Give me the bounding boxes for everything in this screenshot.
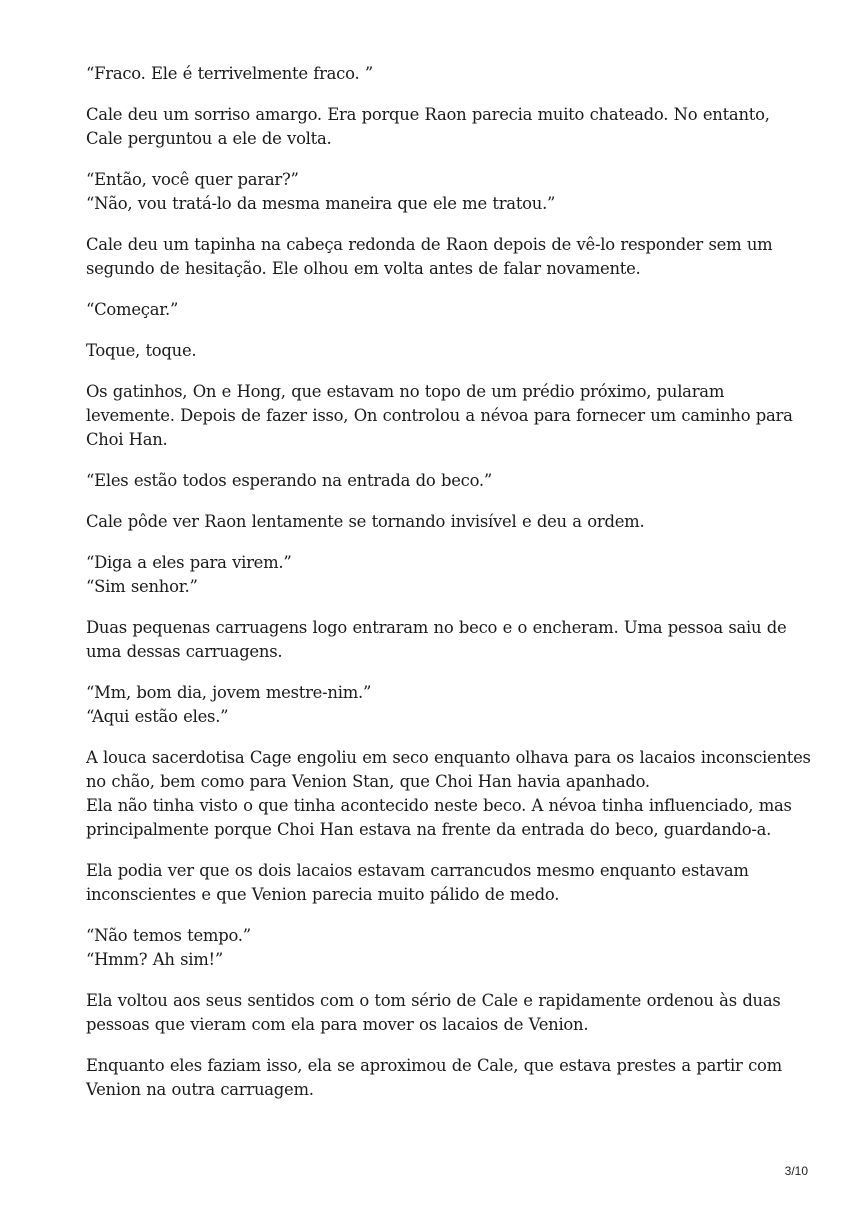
text-line: segundo de hesitação. Ele olhou em volta antes de falar novamente. — [86, 259, 641, 278]
text-line: Duas pequenas carruagens logo entraram no beco e o encheram. Uma pessoa saiu de — [86, 618, 787, 637]
text-line: no chão, bem como para Venion Stan, que Choi Han havia apanhado. — [86, 772, 650, 791]
text-line: “Diga a eles para virem.” — [86, 553, 292, 572]
paragraph — [86, 924, 786, 972]
text-line: “Eles estão todos esperando na entrada do beco.” — [86, 471, 493, 490]
text-line: “Mm, bom dia, jovem mestre-nim.” — [86, 683, 372, 702]
text-line: levemente. Depois de fazer isso, On controlou a névoa para fornecer um caminho para — [86, 406, 793, 425]
paragraph — [86, 989, 786, 1037]
paragraph — [86, 1054, 786, 1102]
text-line: Ela voltou aos seus sentidos com o tom sério de Cale e rapidamente ordenou às duas — [86, 991, 781, 1010]
text-line: Cale perguntou a ele de volta. — [86, 129, 332, 148]
paragraph — [86, 681, 786, 729]
text-line: A louca sacerdotisa Cage engoliu em seco enquanto olhava para os lacaios inconscientes — [86, 748, 811, 767]
text-line: Os gatinhos, On e Hong, que estavam no topo de um prédio próximo, pularam — [86, 382, 725, 401]
document-body — [86, 62, 811, 1102]
text-line: Ela não tinha visto o que tinha acontecido neste beco. A névoa tinha influenciado, mas — [86, 796, 792, 815]
text-line: “Fraco. Ele é terrivelmente fraco. ” — [86, 64, 373, 83]
paragraph — [86, 469, 786, 493]
page-number: 3/10 — [784, 1164, 808, 1178]
text-line: Choi Han. — [86, 430, 168, 449]
text-line: principalmente porque Choi Han estava na frente da entrada do beco, guardando-a. — [86, 820, 772, 839]
text-line: “Não temos tempo.” — [86, 926, 251, 945]
paragraph — [86, 168, 786, 216]
paragraph — [86, 339, 786, 363]
text-line: “Começar.” — [86, 300, 179, 319]
text-line: “Sim senhor.” — [86, 577, 198, 596]
text-line: Cale pôde ver Raon lentamente se tornando invisível e deu a ordem. — [86, 512, 645, 531]
paragraph — [86, 103, 786, 151]
document-page — [86, 62, 811, 1119]
paragraph — [86, 551, 786, 599]
text-line: Cale deu um sorriso amargo. Era porque Raon parecia muito chateado. No entanto, — [86, 105, 770, 124]
text-line: Ela podia ver que os dois lacaios estavam carrancudos mesmo enquanto estavam — [86, 861, 749, 880]
text-line: uma dessas carruagens. — [86, 642, 283, 661]
text-line: “Então, você quer parar?” — [86, 170, 299, 189]
text-line: Venion na outra carruagem. — [86, 1080, 314, 1099]
paragraph — [86, 859, 786, 907]
paragraph — [86, 616, 786, 664]
paragraph — [86, 233, 786, 281]
text-line: Toque, toque. — [86, 341, 197, 360]
paragraph — [86, 62, 786, 86]
text-line: Enquanto eles faziam isso, ela se aproximou de Cale, que estava prestes a partir com — [86, 1056, 782, 1075]
paragraph — [86, 380, 793, 452]
text-line: “Hmm? Ah sim!” — [86, 950, 224, 969]
paragraph — [86, 510, 786, 534]
text-line: “Não, vou tratá-lo da mesma maneira que ele me tratou.” — [86, 194, 556, 213]
text-line: Cale deu um tapinha na cabeça redonda de Raon depois de vê-lo responder sem um — [86, 235, 773, 254]
text-line: “Aqui estão eles.” — [86, 707, 229, 726]
paragraph — [86, 298, 786, 322]
paragraph — [86, 746, 811, 842]
text-line: inconscientes e que Venion parecia muito pálido de medo. — [86, 885, 560, 904]
text-line: pessoas que vieram com ela para mover os lacaios de Venion. — [86, 1015, 589, 1034]
